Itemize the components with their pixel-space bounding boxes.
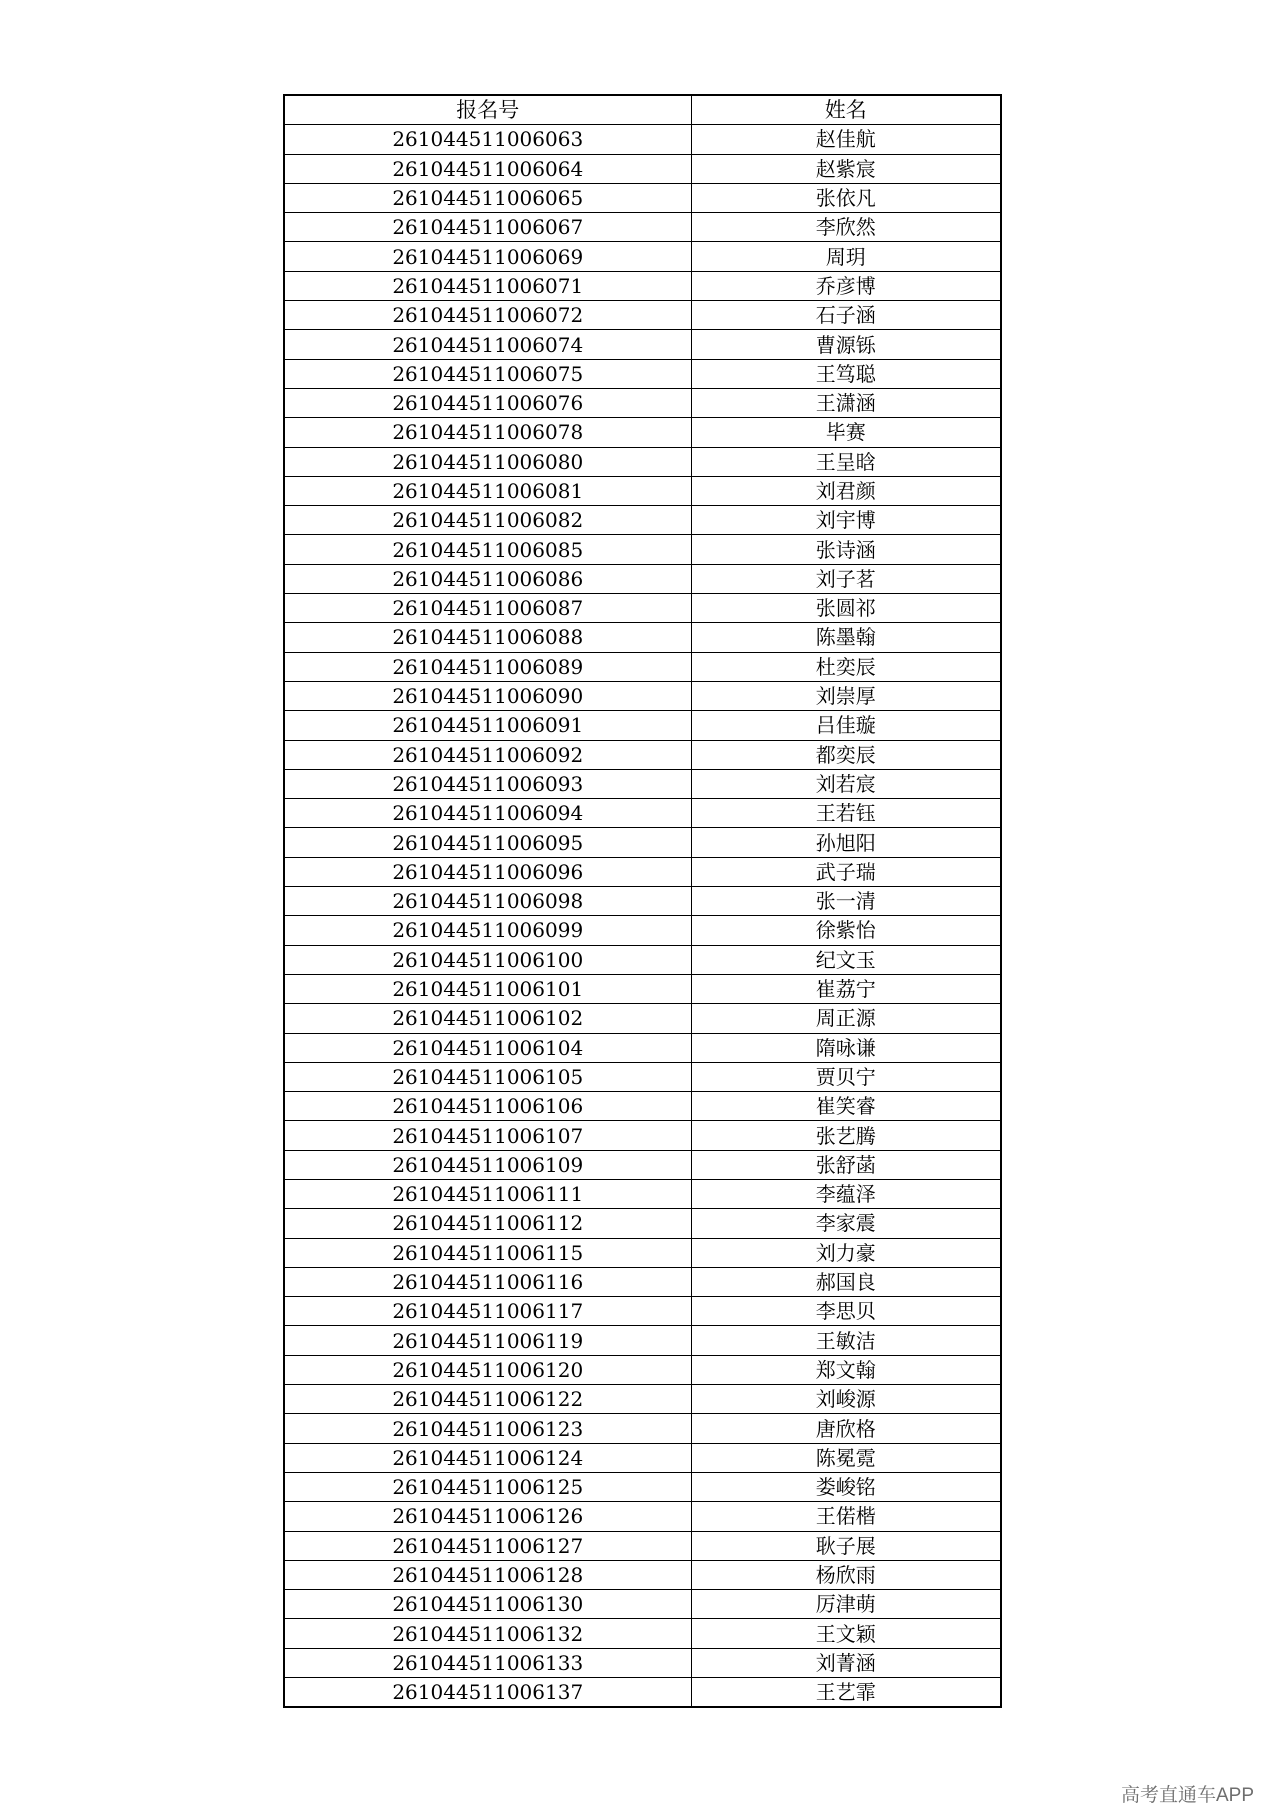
registration-number-cell: 261044511006105 <box>284 1062 691 1091</box>
registration-number-cell: 261044511006080 <box>284 447 691 476</box>
registration-number-cell: 261044511006063 <box>284 125 691 154</box>
name-cell: 娄峻铭 <box>691 1472 1001 1501</box>
table-row <box>284 828 1001 857</box>
name-cell: 李欣然 <box>691 213 1001 242</box>
table-row <box>284 711 1001 740</box>
table-row <box>284 799 1001 828</box>
table-row <box>284 447 1001 476</box>
name-cell: 刘菁涵 <box>691 1648 1001 1677</box>
name-cell: 刘君颜 <box>691 476 1001 505</box>
name-cell: 李思贝 <box>691 1297 1001 1326</box>
name-cell: 赵紫宸 <box>691 154 1001 183</box>
table-row <box>284 1531 1001 1560</box>
table-row <box>284 476 1001 505</box>
name-cell: 厉津萌 <box>691 1590 1001 1619</box>
name-cell: 刘若宸 <box>691 769 1001 798</box>
registration-number-cell: 261044511006093 <box>284 769 691 798</box>
table-row <box>284 1209 1001 1238</box>
name-cell: 毕赛 <box>691 418 1001 447</box>
name-cell: 赵佳航 <box>691 125 1001 154</box>
table-row <box>284 1502 1001 1531</box>
header-row <box>284 95 1001 125</box>
registration-number-cell: 261044511006069 <box>284 242 691 271</box>
name-cell: 杜奕辰 <box>691 652 1001 681</box>
table-row <box>284 1414 1001 1443</box>
table-row <box>284 974 1001 1003</box>
table-row <box>284 1590 1001 1619</box>
table-row <box>284 330 1001 359</box>
name-cell: 刘崇厚 <box>691 681 1001 710</box>
table-row <box>284 506 1001 535</box>
table-row <box>284 1297 1001 1326</box>
name-cell: 杨欣雨 <box>691 1560 1001 1589</box>
registration-number-cell: 261044511006065 <box>284 183 691 212</box>
registration-number-cell: 261044511006126 <box>284 1502 691 1531</box>
registration-number-cell: 261044511006107 <box>284 1121 691 1150</box>
table-row <box>284 1179 1001 1208</box>
table-row <box>284 1267 1001 1296</box>
table-row <box>284 359 1001 388</box>
header-name: 姓名 <box>691 95 1001 125</box>
registration-number-cell: 261044511006125 <box>284 1472 691 1501</box>
table-row <box>284 857 1001 886</box>
registration-number-cell: 261044511006078 <box>284 418 691 447</box>
table-row <box>284 125 1001 154</box>
table-row <box>284 1121 1001 1150</box>
registration-number-cell: 261044511006111 <box>284 1179 691 1208</box>
name-cell: 曹源铄 <box>691 330 1001 359</box>
table-row <box>284 1648 1001 1677</box>
table-row <box>284 740 1001 769</box>
table-body <box>284 125 1001 1708</box>
registration-number-cell: 261044511006122 <box>284 1385 691 1414</box>
registration-number-cell: 261044511006067 <box>284 213 691 242</box>
name-cell: 陈冕霓 <box>691 1443 1001 1472</box>
table-row <box>284 564 1001 593</box>
name-cell: 王敏洁 <box>691 1326 1001 1355</box>
registration-number-cell: 261044511006117 <box>284 1297 691 1326</box>
table-row <box>284 1033 1001 1062</box>
table-header <box>284 95 1001 125</box>
name-cell: 张圆祁 <box>691 594 1001 623</box>
table-row <box>284 1385 1001 1414</box>
table-row <box>284 535 1001 564</box>
table-row <box>284 271 1001 300</box>
name-cell: 刘子茗 <box>691 564 1001 593</box>
table-row <box>284 769 1001 798</box>
name-cell: 周玥 <box>691 242 1001 271</box>
name-cell: 郑文翰 <box>691 1355 1001 1384</box>
table-row <box>284 418 1001 447</box>
registration-number-cell: 261044511006124 <box>284 1443 691 1472</box>
table-row <box>284 183 1001 212</box>
registration-number-cell: 261044511006116 <box>284 1267 691 1296</box>
registration-number-cell: 261044511006095 <box>284 828 691 857</box>
table-row <box>284 623 1001 652</box>
registration-number-cell: 261044511006130 <box>284 1590 691 1619</box>
name-cell: 刘力豪 <box>691 1238 1001 1267</box>
registration-number-cell: 261044511006072 <box>284 301 691 330</box>
name-cell: 徐紫怡 <box>691 916 1001 945</box>
roster-table <box>283 94 1002 1708</box>
name-cell: 王偌楷 <box>691 1502 1001 1531</box>
name-cell: 张艺腾 <box>691 1121 1001 1150</box>
name-cell: 陈墨翰 <box>691 623 1001 652</box>
table-row <box>284 1004 1001 1033</box>
table-row <box>284 1150 1001 1179</box>
registration-number-cell: 261044511006087 <box>284 594 691 623</box>
registration-number-cell: 261044511006090 <box>284 681 691 710</box>
registration-number-cell: 261044511006074 <box>284 330 691 359</box>
registration-number-cell: 261044511006112 <box>284 1209 691 1238</box>
name-cell: 张舒菡 <box>691 1150 1001 1179</box>
name-cell: 王若钰 <box>691 799 1001 828</box>
registration-number-cell: 261044511006085 <box>284 535 691 564</box>
table-row <box>284 1560 1001 1589</box>
table-row <box>284 1326 1001 1355</box>
table-row <box>284 1619 1001 1648</box>
registration-number-cell: 261044511006071 <box>284 271 691 300</box>
name-cell: 王笃聪 <box>691 359 1001 388</box>
table-row <box>284 1443 1001 1472</box>
table-row <box>284 1092 1001 1121</box>
name-cell: 都奕辰 <box>691 740 1001 769</box>
registration-number-cell: 261044511006106 <box>284 1092 691 1121</box>
name-cell: 纪文玉 <box>691 945 1001 974</box>
name-cell: 李家震 <box>691 1209 1001 1238</box>
registration-number-cell: 261044511006133 <box>284 1648 691 1677</box>
registration-number-cell: 261044511006100 <box>284 945 691 974</box>
name-cell: 唐欣格 <box>691 1414 1001 1443</box>
registration-number-cell: 261044511006086 <box>284 564 691 593</box>
registration-number-cell: 261044511006132 <box>284 1619 691 1648</box>
table-row <box>284 1355 1001 1384</box>
name-cell: 武子瑞 <box>691 857 1001 886</box>
name-cell: 贾贝宁 <box>691 1062 1001 1091</box>
name-cell: 李蕴泽 <box>691 1179 1001 1208</box>
registration-number-cell: 261044511006094 <box>284 799 691 828</box>
registration-number-cell: 261044511006127 <box>284 1531 691 1560</box>
table-row <box>284 154 1001 183</box>
name-cell: 隋咏谦 <box>691 1033 1001 1062</box>
table-row <box>284 213 1001 242</box>
registration-number-cell: 261044511006092 <box>284 740 691 769</box>
table-row <box>284 1238 1001 1267</box>
registration-number-cell: 261044511006101 <box>284 974 691 1003</box>
registration-number-cell: 261044511006099 <box>284 916 691 945</box>
name-cell: 刘宇博 <box>691 506 1001 535</box>
registration-number-cell: 261044511006081 <box>284 476 691 505</box>
table-row <box>284 388 1001 417</box>
table-row <box>284 301 1001 330</box>
table-row <box>284 887 1001 916</box>
table-row <box>284 681 1001 710</box>
name-cell: 王呈晗 <box>691 447 1001 476</box>
registration-number-cell: 261044511006119 <box>284 1326 691 1355</box>
name-cell: 郝国良 <box>691 1267 1001 1296</box>
registration-number-cell: 261044511006115 <box>284 1238 691 1267</box>
name-cell: 孙旭阳 <box>691 828 1001 857</box>
registration-number-cell: 261044511006091 <box>284 711 691 740</box>
name-cell: 王艺霏 <box>691 1678 1001 1708</box>
registration-number-cell: 261044511006064 <box>284 154 691 183</box>
registration-number-cell: 261044511006076 <box>284 388 691 417</box>
registration-number-cell: 261044511006120 <box>284 1355 691 1384</box>
registration-number-cell: 261044511006096 <box>284 857 691 886</box>
table-row <box>284 1678 1001 1708</box>
name-cell: 王文颖 <box>691 1619 1001 1648</box>
name-cell: 张诗涵 <box>691 535 1001 564</box>
registration-number-cell: 261044511006102 <box>284 1004 691 1033</box>
name-cell: 周正源 <box>691 1004 1001 1033</box>
table-row <box>284 1472 1001 1501</box>
table-row <box>284 242 1001 271</box>
name-cell: 刘峻源 <box>691 1385 1001 1414</box>
name-cell: 崔笑睿 <box>691 1092 1001 1121</box>
registration-number-cell: 261044511006088 <box>284 623 691 652</box>
watermark-text: 高考直通车APP <box>1120 1785 1254 1806</box>
registration-number-cell: 261044511006098 <box>284 887 691 916</box>
table-row <box>284 594 1001 623</box>
table-row <box>284 916 1001 945</box>
header-registration-number: 报名号 <box>284 95 691 125</box>
registration-number-cell: 261044511006109 <box>284 1150 691 1179</box>
table-row <box>284 1062 1001 1091</box>
registration-number-cell: 261044511006104 <box>284 1033 691 1062</box>
table-row <box>284 945 1001 974</box>
registration-number-cell: 261044511006089 <box>284 652 691 681</box>
table-row <box>284 652 1001 681</box>
name-cell: 吕佳璇 <box>691 711 1001 740</box>
name-cell: 乔彦博 <box>691 271 1001 300</box>
registration-number-cell: 261044511006128 <box>284 1560 691 1589</box>
name-cell: 石子涵 <box>691 301 1001 330</box>
registration-number-cell: 261044511006082 <box>284 506 691 535</box>
registration-number-cell: 261044511006137 <box>284 1678 691 1708</box>
name-cell: 张依凡 <box>691 183 1001 212</box>
name-cell: 耿子展 <box>691 1531 1001 1560</box>
registration-number-cell: 261044511006123 <box>284 1414 691 1443</box>
name-cell: 王潇涵 <box>691 388 1001 417</box>
registration-number-cell: 261044511006075 <box>284 359 691 388</box>
name-cell: 崔荔宁 <box>691 974 1001 1003</box>
name-cell: 张一清 <box>691 887 1001 916</box>
